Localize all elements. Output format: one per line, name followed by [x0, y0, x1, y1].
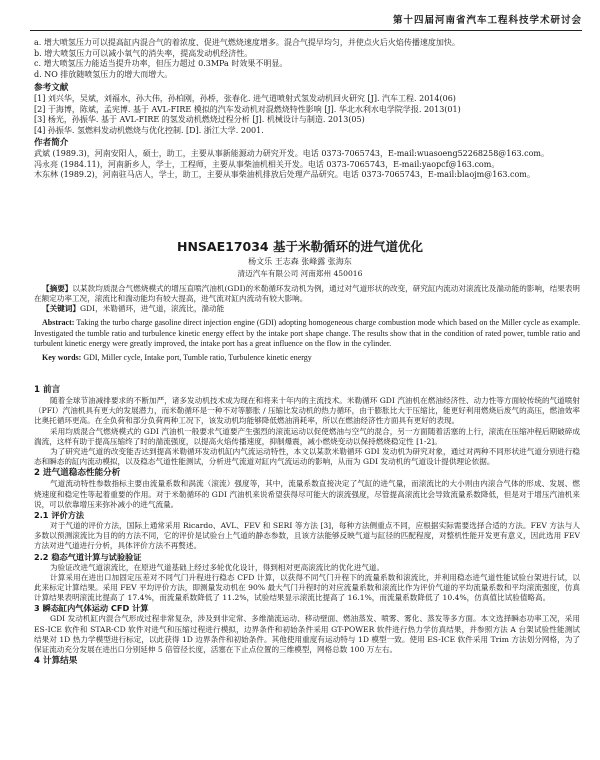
section-2-paragraph: 气道流动特性参数指标主要由流量系数和涡流（滚流）强度等，其中，流量系数直接决定了气缸的进气量，而滚流比的大小则由内滚合气体的形成、发展、燃烧速度和稳定性等起着重要的作用。对于米勒循环的 GDI 汽油机来说希望获得尽可能大的滚流强度，尽管提高滚流比会导致流量系数降低，但是对于增压汽油机来说，可以依靠增压来弥补减小的进气流量。: [34, 479, 580, 509]
abstract-en-label: Abstract:: [42, 318, 75, 327]
conclusion-item: c. 增大喷氢压力能适当提升功率，但压力超过 0.3MPa 时效果不明显。: [34, 59, 288, 69]
keywords-en-label: Key words:: [42, 352, 82, 362]
references: [34, 82, 580, 136]
author-info-item: 武斌 (1989.3)，河南安阳人，硕士，助工，主要从事新能源动力研究开发。电话 0373-7065743，E-mail:wuasoeng52268258@163.com。: [34, 149, 549, 158]
keywords-cn: GDI，米勒循环，进气道，滚流比，湍动能: [79, 304, 225, 314]
author-info-heading: 作者简介: [34, 138, 69, 148]
keywords-en: GDI, Miller cycle, Intake port, Tumble ratio, Turbulence kinetic energy: [83, 352, 312, 362]
abstract-cn-label: 【摘要】: [42, 284, 73, 293]
conclusion-item: b. 增大喷氢压力可以减小氧气的消失率，提高发动机经济性。: [34, 48, 253, 58]
body-text: [34, 384, 580, 667]
abstract-cn-text: 以某款均质混合气燃烧模式的增压直喷汽油机(GDI)的米勒循环发动机为例，通过对气道形状的改变，研究缸内流动对滚流比及湍动能的影响，结果表明在额定功率工况，滚流比和湍动能均有较大提高，进气流对缸内流动有较大影响。: [34, 284, 581, 304]
section-2-2-paragraph: 为验证改进气道滚流比，在原进气道基础上经过多轮优化设计，得到相对更高滚流比的优化进气道。: [50, 562, 385, 572]
abstract-en-text: Taking the turbo charge gasoline direct injection engine (GDI) adopting homogeneous charge combustion mode which based on the Miller cycle as example. Investigated the tumble ratio and turbulence kinetic energy effect by the intake port shape change. The results show that in the condition of rated power, tumble ratio and turbulent kinetic energy were greatly improved, the intake port has a great influence on the flow in the cylinder.: [34, 318, 580, 349]
reference-item: [3] 杨光，孙振华. 基于 AVL-FIRE 的氢发动机燃烧过程分析 [J]. 机械设计与制造. 2013(05): [34, 115, 365, 125]
conclusion-item: d. NO 排放随喷氢压力的增大而增大。: [34, 69, 173, 79]
section-1-paragraph: 采用均质混合气燃烧模式的 GDI 汽油机一般要求气道要产生强烈的滚流运动以促使燃油与空气的混合，另一方面随着活塞的上行，滚流在压缩冲程后期破碎成湍流，这样有助于提高压缩终了时的湍流强度，以提高火焰传播速度，抑制爆震，减小燃烧变动以保持燃烧稳定性 [1-2]。: [34, 426, 580, 446]
section-2-2-heading: 2.2 稳态气道计算与试验验证: [34, 551, 142, 562]
author-info: [34, 137, 580, 181]
paper-affiliation: 清迈汽车有限公司 河南郑州 450016: [237, 269, 363, 278]
abstract-en: [34, 318, 580, 363]
author-info-item: 冯永亮 (1984.11)，河南新乡人，学士，工程师，主要从事柴油机相关开发。电话 0373-7065743，E-mail:yaopcf@163.com。: [34, 159, 500, 169]
section-2-2-paragraph: 计算采用在进出口加固定压差对不同气门升程进行稳态 CFD 计算，以获得不同气门升程下的流量系数和滚流比，并利用稳态进气道性能试验台架进行试，以此来标定计算结果。采用 FEV 平均评价方法，即测量发动机在 90% 最大气门升程时的对应流量系数和滚流比作为评价气道的平均流量系数和平均滚流强度，仿真计算结果表明滚流比提高了 17.4%，而流量系数降低了 11.2%，试验结果显示滚流比提高了 16.1%，而流量系数降低了 10.4%，仿真值比试验值略高。: [34, 572, 580, 603]
reference-item: [1] 刘兴华，吴斌，刘福水，孙大伟，孙柏刚，孙桥，张春化. 进气道喷射式氢发动机回火研究 [J]. 汽车工程. 2014(06): [34, 94, 456, 103]
header-rule: [30, 30, 582, 31]
keywords-cn-label: 【关键词】: [42, 304, 80, 314]
section-1-heading: 1 前言: [34, 385, 61, 395]
abstract-cn: [34, 284, 580, 315]
section-1-paragraph: 随着全球节油减排要求的不断加严，诸多发动机技术成为现在和将来十年内的主流技术。米勒循环 GDI 汽油机在燃油经济性、动力性等方面较传统的气道喷射（PFI）汽油机具有更大的发展潜力，而米勒循环是一种不对等膨胀 / 压缩比发动机的热力循环，由于膨胀比大于压缩比，能更好利用燃烧后废气的高压，燃油效率比奥托循环更高。在全负荷和部分负荷两种工况下，该发动机均能够降低燃油消耗率，所以在燃油经济性方面具有更好的表现。: [34, 396, 580, 426]
conclusion-item: a. 增大喷氢压力可以提高缸内混合气的着浓度、促进气燃烧速度增多。混合气提早均匀，并使点火后火焰传播速度加快。: [34, 38, 460, 47]
section-3-paragraph: GDI 发动机缸内混合气形成过程非常复杂，涉及到非定常、多维湍流运动、移动壁面、燃油蒸发、喷雾、雾化、蒸发等多方面。本文选择瞬态功率工况，采用 ES-ICE 软件和 STAR-CD 软件对进气和压缩过程进行模拟，边界条件和初始条件采用 GT-POWER 软件进行热力学仿真结果，并参照方法 A 台架试验性能测试结果对 1D 热力学模型进行标定，以此获得 1D 边界条件和初始条件。其他使用重度有运动特与 1D 模型一致。使用 ES-ICE 软件采用 Trim 方法划分网格，为了保证流动充分发展在进出口分别延伸 5 倍管径长度，活塞在下止点位置的三维模型，网格总数 100 万左右。: [34, 614, 580, 655]
section-4-heading: 4 计算结果: [34, 656, 78, 667]
section-2-1-heading: 2.1 评价方法: [34, 510, 85, 521]
section-1-paragraph: 为了研究进气道的改变能否达到提高米勒循环发动机缸内气流运动特性，本文以某款米勒循环 GDI 发动机为研究对象，通过对两种不同形状进气道分别进行稳态和瞬态的缸内流动模拟，以及稳态气道性能测试，分析进气流道对缸内气流运动的影响，从而为 GDI 发动机的气道设计提供理论依据。: [34, 447, 580, 467]
section-3-heading: 3 瞬态缸内气体运动 CFD 计算: [34, 603, 149, 614]
author-info-item: 木东林 (1989.2)，河南驻马店人，学士，助工，主要从事柴油机排放后处理产品研究。电话 0373-7065743，E-mail:blaojm@163.com。: [34, 170, 535, 180]
previous-paper-conclusions: [34, 38, 580, 80]
paper-title: HNSAE17034 基于米勒循环的进气道优化: [177, 239, 423, 254]
running-header: 第十四届河南省汽车工程科技学术研讨会: [392, 15, 582, 26]
section-2-heading: 2 进气道稳态性能分析: [34, 468, 121, 479]
reference-item: [4] 孙振华. 氢燃料发动机燃烧与优化控制. [D]. 浙江大学. 2001.: [34, 125, 264, 135]
paper-authors: 杨文乐 王志森 张峰露 张海东: [248, 257, 352, 266]
references-heading: 参考文献: [34, 83, 69, 93]
reference-item: [2] 于海博，陈斌，孟宪博. 基于 AVL-FIRE 模拟的汽车发动机对混燃烧特性影响 [J]. 华北水利水电学院学报. 2013(01): [34, 104, 461, 114]
section-2-1-paragraph: 对于气道的评价方法，国际上通常采用 Ricardo、AVL、FEV 和 SERI 等方法 [3]，每种方法侧重点不同，应根据实际需要选择合适的方法。FEV 方法与人多数以预测滚流比为目的的方法不同，它的评价是试验台上气道的静态参数，且该方法能够反映气道与缸径的匹配程度，对整机性能开发更有意义，因此选用 FEV 方法对进气道进行分析，具体评价方法不再赘述。: [34, 521, 580, 551]
